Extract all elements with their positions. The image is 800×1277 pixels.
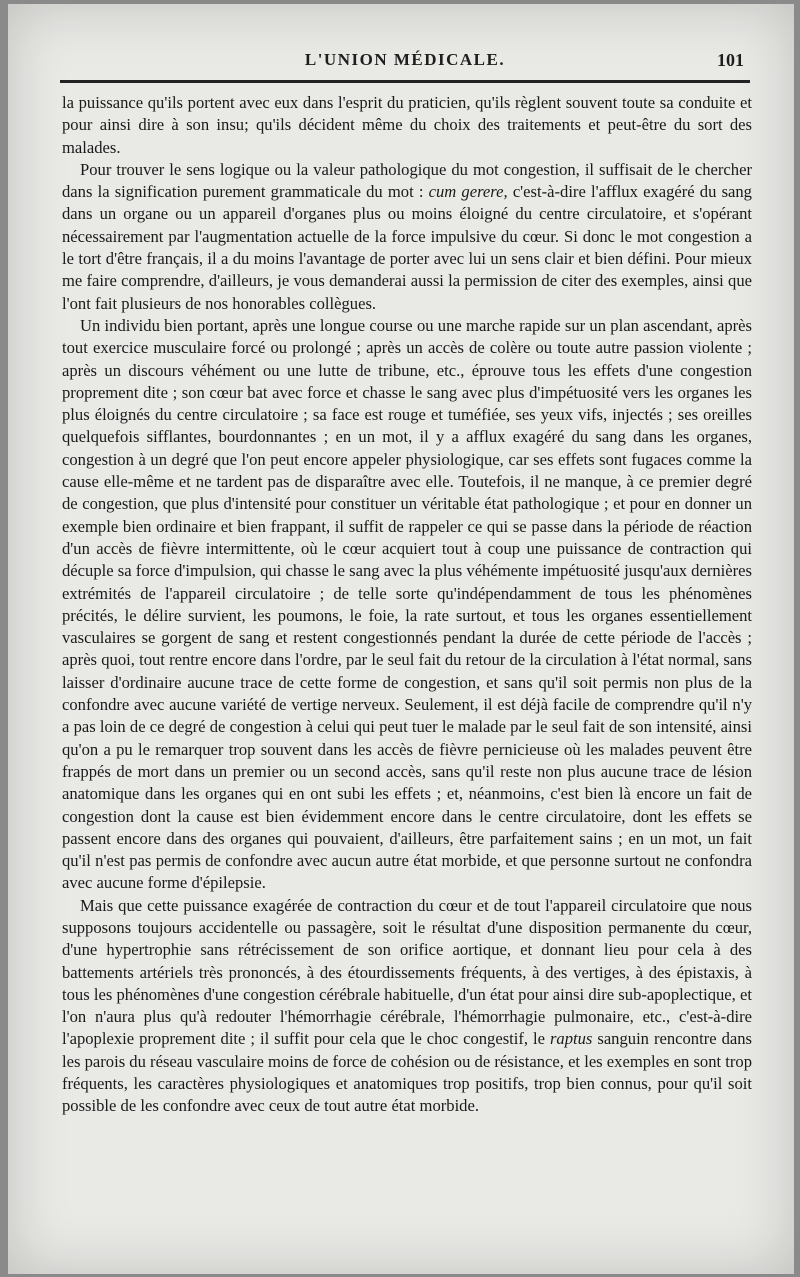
page: [8, 4, 794, 1274]
paragraph-2-text-b: c'est-à-dire l'afflux exagéré du sang dans un organe ou un appareil d'organes plus ou moins éloigné du centre circulatoire, et s'opérant nécessairement par l'augmentation actuelle de la force impulsive du cœur. Si donc le mot congestion a le tort d'être français, il a du moins l'avantage de porter avec lui un sens clair et bien défini. Pour mieux me faire comprendre, d'ailleurs, je vous demanderai aussi la permission de citer des exemples, ainsi que l'ont fait plusieurs de nos honorables collègues.: [62, 182, 752, 313]
raptus-term: raptus: [549, 1029, 593, 1049]
paragraph-4-text-b: sanguin rencontre dans les parois du réseau vasculaire moins de force de cohésion ou de résistance, et les exemples en sont trop fréquents, les caractères physiologiques et anatomiques trop positifs, trop bien connus, pour qu'il soit possible de les confondre avec ceux de tout autre état morbide.: [62, 1029, 752, 1116]
paragraph-2: [62, 159, 752, 315]
running-header: [60, 44, 750, 83]
paragraph-4-text-a: Mais que cette puissance exagérée de contraction du cœur et de tout l'appareil circulatoire que nous supposons toujours accidentelle ou passagère, soit le résultat d'une disposition permanente du cœur, d'une hypertrophie sans rétrécissement de son orifice aortique, et donnant lieu pour cela à des battements artériels très prononcés, à des étourdissements fréquents, à des vertiges, à des épistaxis, à tous les phénomènes d'une congestion cérébrale habituelle, d'un état pour ainsi dire sub-apoplectique, et l'on n'aura plus qu'à redouter l'hémorrhagie cérébrale, l'hémorrhagie pulmonaire, etc., c'est-à-dire l'apoplexie proprement dite ; il suffit pour cela que le choc congestif, le: [62, 895, 752, 1049]
paragraph-4: [62, 895, 752, 1118]
page-number: 101: [717, 50, 744, 70]
latin-term: cum gerere,: [428, 182, 508, 202]
body-text: [62, 92, 752, 1118]
paragraph-3: Un individu bien portant, après une longue course ou une marche rapide sur un plan ascendant, après tout exercice musculaire forcé ou prolongé ; après un accès de colère ou toute autre passion violente ; après un discours véhément ou une lutte de tribune, etc., éprouve tous les effets d'une congestion proprement dite ; son cœur bat avec force et chasse le sang avec plus d'impétuosité vers les organes les plus éloignés du centre circulatoire ; sa face est rouge et tuméfiée, ses yeux vifs, injectés ; ses oreilles quelquefois sifflantes, bourdonnantes ; en un mot, il y a afflux exagéré du sang dans les organes, congestion à un degré que l'on peut encore appeler physiologique, car ses effets sont fugaces comme la cause elle-même et ne tardent pas de disparaître avec elle. Toutefois, il ne manque, à ce premier degré de congestion, que plus d'intensité pour constituer un véritable état pathologique ; et pour en donner un exemple bien ordinaire et bien frappant, il suffit de rappeler ce qui se passe dans la période de réaction d'un accès de fièvre intermittente, où le cœur acquiert tout à coup une puissance de contraction qui décuple sa force d'impulsion, qui chasse le sang avec la plus véhémente impétuosité jusqu'aux dernières extrémités de l'appareil circulatoire ; de telle sorte qu'indépendamment de tous les phénomènes précités, le délire survient, les poumons, le foie, la rate surtout, et tous les organes essentiellement vasculaires se gorgent de sang et restent congestionnés pendant la durée de cette période de l'accès ; après quoi, tout rentre encore dans l'ordre, par le seul fait du retour de la circulation à l'état normal, sans laisser d'ordinaire aucune trace de cette forme de congestion, et sans qu'il soit permis non plus de la confondre avec aucune variété de vertige nerveux. Seulement, il est déjà facile de comprendre qu'il n'y a pas loin de ce degré de congestion à celui qui peut tuer le malade par le seul fait de son intensité, ainsi qu'on a pu le remarquer trop souvent dans les accès de fièvre pernicieuse où les malades peuvent être frappés de mort dans un premier ou un second accès, sans qu'il reste non plus aucune trace de lésion anatomique dans les organes qui en ont subi les effets ; et, néanmoins, c'est bien là encore un fait de congestion dont la cause est bien évidemment encore dans le centre circulatoire, dont les effets se passent encore dans des organes qui pouvaient, d'ailleurs, être parfaitement sains ; en un mot, un fait qu'il n'est pas permis de confondre avec aucun autre état morbide, et que personne surtout ne confondra avec aucune forme d'épilepsie.: [62, 315, 752, 893]
paragraph-1: la puissance qu'ils portent avec eux dans l'esprit du praticien, qu'ils règlent souvent toute sa conduite et pour ainsi dire à son insu; qu'ils décident même du choix des traitements et peut-être du sort des malades.: [62, 93, 752, 157]
journal-title: L'UNION MÉDICALE.: [304, 50, 506, 69]
paragraph-2-text-a: Pour trouver le sens logique ou la valeur pathologique du mot congestion, il suffisait de le chercher dans la signification purement grammaticale du mot :: [62, 159, 752, 202]
